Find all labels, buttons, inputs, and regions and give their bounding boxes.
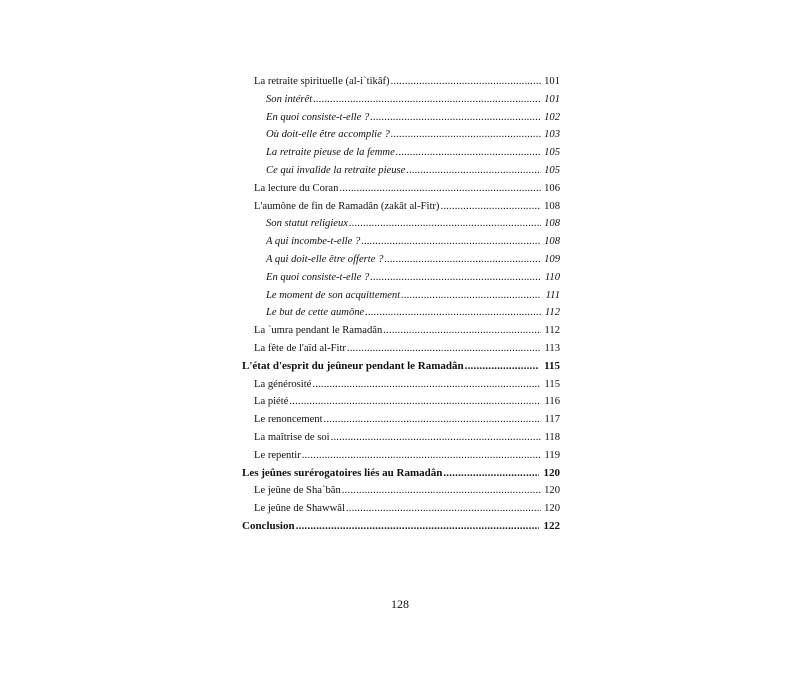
dot-leader: [361, 233, 541, 251]
toc-entry-title: Le renoncement: [254, 414, 323, 426]
dot-leader: [296, 518, 539, 536]
toc-entry: [242, 126, 560, 144]
toc-entry-title: A qui doit-elle être offerte ?: [266, 253, 384, 265]
toc-entry-page: 115: [544, 378, 560, 390]
toc-entry: [242, 91, 560, 109]
toc-entry-title: En quoi consiste-t-elle ?: [266, 271, 370, 283]
toc-entry: [242, 411, 560, 429]
dot-leader: [370, 269, 541, 287]
toc-entry: [242, 376, 560, 394]
toc-entry-title: Le moment de son acquittement: [266, 289, 401, 301]
toc-entry-title: La générosité: [254, 378, 312, 390]
toc-entry-title: En quoi consiste-t-elle ?: [266, 111, 370, 123]
toc-entry-title: L'état d'esprit du jeûneur pendant le Ramadân: [242, 359, 464, 372]
dot-leader: [302, 447, 541, 465]
toc-entry-page: 109: [544, 253, 560, 265]
toc-entry: [242, 215, 560, 233]
toc-entry: [242, 73, 560, 91]
toc-entry-page: 117: [544, 414, 560, 426]
toc-entry: [242, 162, 560, 180]
toc-entry-title: L'aumône de fin de Ramadân (zakât al-Fitr): [254, 200, 440, 212]
dot-leader: [289, 393, 541, 411]
toc-chapter-entry: [242, 518, 560, 536]
toc-entry-page: 113: [544, 342, 560, 354]
dot-leader: [396, 144, 541, 162]
toc-entry-title: A qui incombe-t-elle ?: [266, 236, 361, 248]
table-of-contents: [242, 73, 560, 536]
toc-entry: [242, 233, 560, 251]
toc-entry: [242, 109, 560, 127]
dot-leader: [365, 304, 541, 322]
toc-entry-page: 115: [544, 359, 560, 372]
toc-entry: [242, 393, 560, 411]
dot-leader: [346, 500, 541, 518]
toc-entry: [242, 198, 560, 216]
dot-leader: [347, 340, 541, 358]
toc-entry: [242, 429, 560, 447]
toc-entry-title: La maîtrise de soi: [254, 431, 330, 443]
toc-entry-title: Conclusion: [242, 519, 295, 532]
dot-leader: [443, 465, 539, 483]
toc-entry-page: 110: [544, 271, 560, 283]
toc-entry-title: Le jeûne de Sha`bân: [254, 485, 341, 497]
toc-entry-page: 101: [544, 76, 560, 87]
toc-entry: [242, 500, 560, 518]
dot-leader: [440, 198, 541, 216]
toc-entry-page: 116: [544, 396, 560, 408]
toc-entry-page: 122: [543, 519, 560, 532]
toc-entry-title: La retraite pieuse de la femme: [266, 147, 395, 159]
toc-entry-page: 101: [544, 93, 560, 105]
toc-entry-title: Où doit-elle être accomplie ?: [266, 129, 390, 141]
toc-entry: [242, 144, 560, 162]
dot-leader: [391, 126, 541, 144]
toc-entry: [242, 180, 560, 198]
dot-leader: [370, 109, 541, 127]
toc-entry-title: La lecture du Coran: [254, 182, 339, 194]
toc-entry-page: 118: [544, 431, 560, 443]
toc-entry-page: 105: [544, 147, 560, 159]
toc-entry-page: 108: [544, 236, 560, 248]
toc-entry-title: Son statut religieux: [266, 218, 348, 230]
toc-entry-page: 102: [544, 111, 560, 123]
toc-entry: [242, 447, 560, 465]
toc-entry-title: Le repentir: [254, 449, 301, 461]
toc-entry-title: La piété: [254, 396, 289, 408]
toc-entry-page: 119: [544, 449, 560, 461]
toc-entry-page: 108: [544, 218, 560, 230]
dot-leader: [391, 73, 541, 91]
toc-chapter-entry: [242, 465, 560, 483]
toc-entry: [242, 340, 560, 358]
dot-leader: [339, 180, 541, 198]
toc-entry-page: 112: [544, 307, 560, 319]
toc-entry-title: Son intérêt: [266, 93, 313, 105]
toc-entry-title: Le jeûne de Shawwâl: [254, 503, 345, 515]
dot-leader: [342, 482, 541, 500]
toc-entry-page: 103: [544, 129, 560, 141]
toc-entry-title: Ce qui invalide la retraite pieuse: [266, 164, 406, 176]
dot-leader: [349, 215, 541, 233]
toc-entry-page: 105: [544, 164, 560, 176]
toc-entry-page: 112: [544, 325, 560, 337]
toc-chapter-entry: [242, 358, 560, 376]
toc-entry-page: 108: [544, 200, 560, 212]
toc-entry-title: La fête de l'aïd al-Fitr: [254, 342, 346, 354]
dot-leader: [465, 358, 539, 376]
dot-leader: [401, 287, 541, 305]
dot-leader: [331, 429, 541, 447]
toc-entry-page: 111: [545, 289, 560, 301]
dot-leader: [313, 91, 541, 109]
toc-entry-page: 120: [543, 466, 560, 479]
dot-leader: [406, 162, 541, 180]
toc-entry: [242, 287, 560, 305]
toc-entry: [242, 322, 560, 340]
dot-leader: [324, 411, 541, 429]
dot-leader: [312, 376, 541, 394]
page-number: 128: [391, 597, 409, 611]
toc-entry-title: Les jeûnes surérogatoires liés au Ramadân: [242, 466, 443, 479]
dot-leader: [384, 251, 541, 269]
toc-entry-title: La retraite spirituelle (al-i`tikâf): [254, 76, 390, 87]
dot-leader: [383, 322, 541, 340]
toc-entry-page: 120: [544, 503, 560, 515]
toc-entry-page: 120: [544, 485, 560, 497]
toc-entry-title: La `umra pendant le Ramadân: [254, 325, 383, 337]
toc-entry-title: Le but de cette aumône: [266, 307, 365, 319]
toc-entry: [242, 482, 560, 500]
toc-entry-page: 106: [544, 182, 560, 194]
toc-entry: [242, 251, 560, 269]
toc-entry: [242, 304, 560, 322]
toc-entry: [242, 269, 560, 287]
